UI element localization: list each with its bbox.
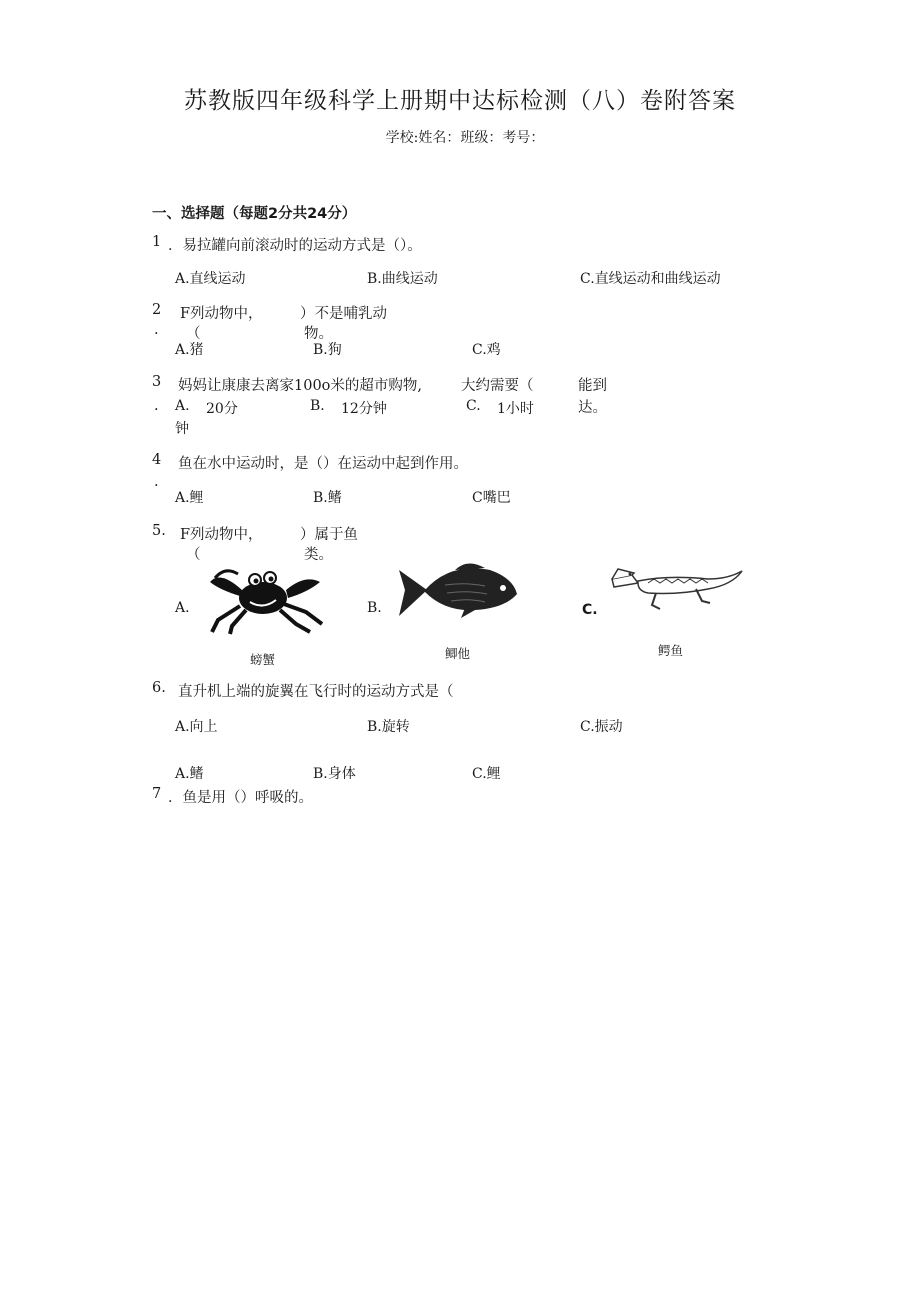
q2-option-c: C.鸡 (472, 342, 501, 358)
q5-caption-c: 鳄鱼 (658, 643, 684, 658)
q4-number: 4 (152, 452, 162, 468)
q6-option-c: C.振动 (580, 719, 623, 735)
q3-text-part1: 妈妈让康康去离家100o米的超市购物, (178, 378, 423, 394)
q7-option-b: B.身体 (313, 766, 356, 782)
q5-caption-a: 螃蟹 (250, 652, 276, 667)
q2-text-part1: F列动物中， (180, 306, 263, 322)
q2-option-a: A.猪 (175, 342, 204, 358)
q5-option-b-label: B. (367, 600, 382, 616)
q7-option-c: C.鲤 (472, 766, 501, 782)
q2-option-b: B.狗 (313, 342, 342, 358)
q6-number: 6. (152, 680, 166, 696)
q6-option-b: B.旋转 (367, 719, 410, 735)
student-info-line: 学校:姓名：班级：考号： (385, 130, 545, 146)
q3-option-a-continued: 钟 (175, 421, 189, 437)
q3-number: 3 (152, 374, 162, 390)
q1-text: ．易拉罐向前滚动时的运动方式是（）。 (168, 238, 422, 254)
q4-option-b: B.鳍 (313, 490, 342, 506)
q5-paren: （ (186, 547, 201, 563)
q7-number: 7 (152, 786, 162, 802)
q1-number: 1 (152, 234, 162, 250)
q5-option-c-label: C. (582, 602, 598, 618)
q4-option-c: C嘴巴 (472, 490, 511, 506)
q5-text-part1: F列动物中， (180, 527, 263, 543)
q2-paren: （ (186, 326, 201, 342)
q5-caption-b: 鲫他 (445, 646, 471, 661)
q4-dot: . (154, 474, 159, 490)
q3-text-part4: 达。 (578, 400, 607, 416)
q5-option-a-label: A. (175, 600, 190, 616)
q3-option-a-value: 20分 (206, 401, 238, 417)
q3-option-c-value: 1小时 (497, 401, 534, 417)
section-heading: 一、选择题（每题2分共24分） (152, 206, 357, 222)
q3-option-c-label: C. (466, 398, 481, 414)
page-title: 苏教版四年级科学上册期中达标检测（八）卷附答案 (184, 88, 736, 114)
q5-text-part2: ）属于鱼 (300, 527, 358, 543)
q3-option-a-label: A. (175, 398, 190, 414)
q5-number: 5. (152, 523, 166, 539)
q2-text-part3: 物。 (304, 326, 333, 342)
q2-dot: . (154, 322, 159, 338)
crocodile-image (608, 565, 744, 615)
q3-option-b-value: 12分钟 (341, 401, 387, 417)
crab-image (200, 560, 332, 635)
q2-text-part2: ）不是哺乳动 (300, 306, 387, 322)
q4-text: 鱼在水中运动时，是（）在运动中起到作用。 (178, 456, 468, 472)
q1-option-b: B.曲线运动 (367, 271, 438, 287)
q3-text-part2: 大约需要（ (461, 378, 534, 394)
q6-option-a: A.向上 (175, 719, 218, 735)
q3-option-b-label: B. (310, 398, 325, 414)
q7-text: ．鱼是用（）呼吸的。 (168, 790, 313, 806)
q7-option-a: A.鳍 (175, 766, 204, 782)
fish-image (395, 560, 520, 620)
q1-option-a: A.直线运动 (175, 271, 246, 287)
q3-dot: . (154, 398, 159, 414)
q5-text-part3: 类。 (304, 547, 333, 563)
q4-option-a: A.鲤 (175, 490, 204, 506)
q6-text: 直升机上端的旋翼在飞行时的运动方式是（ (178, 684, 454, 700)
q1-option-c: C.直线运动和曲线运动 (580, 271, 721, 287)
q3-text-part3: 能到 (578, 378, 607, 394)
q2-number: 2 (152, 302, 162, 318)
